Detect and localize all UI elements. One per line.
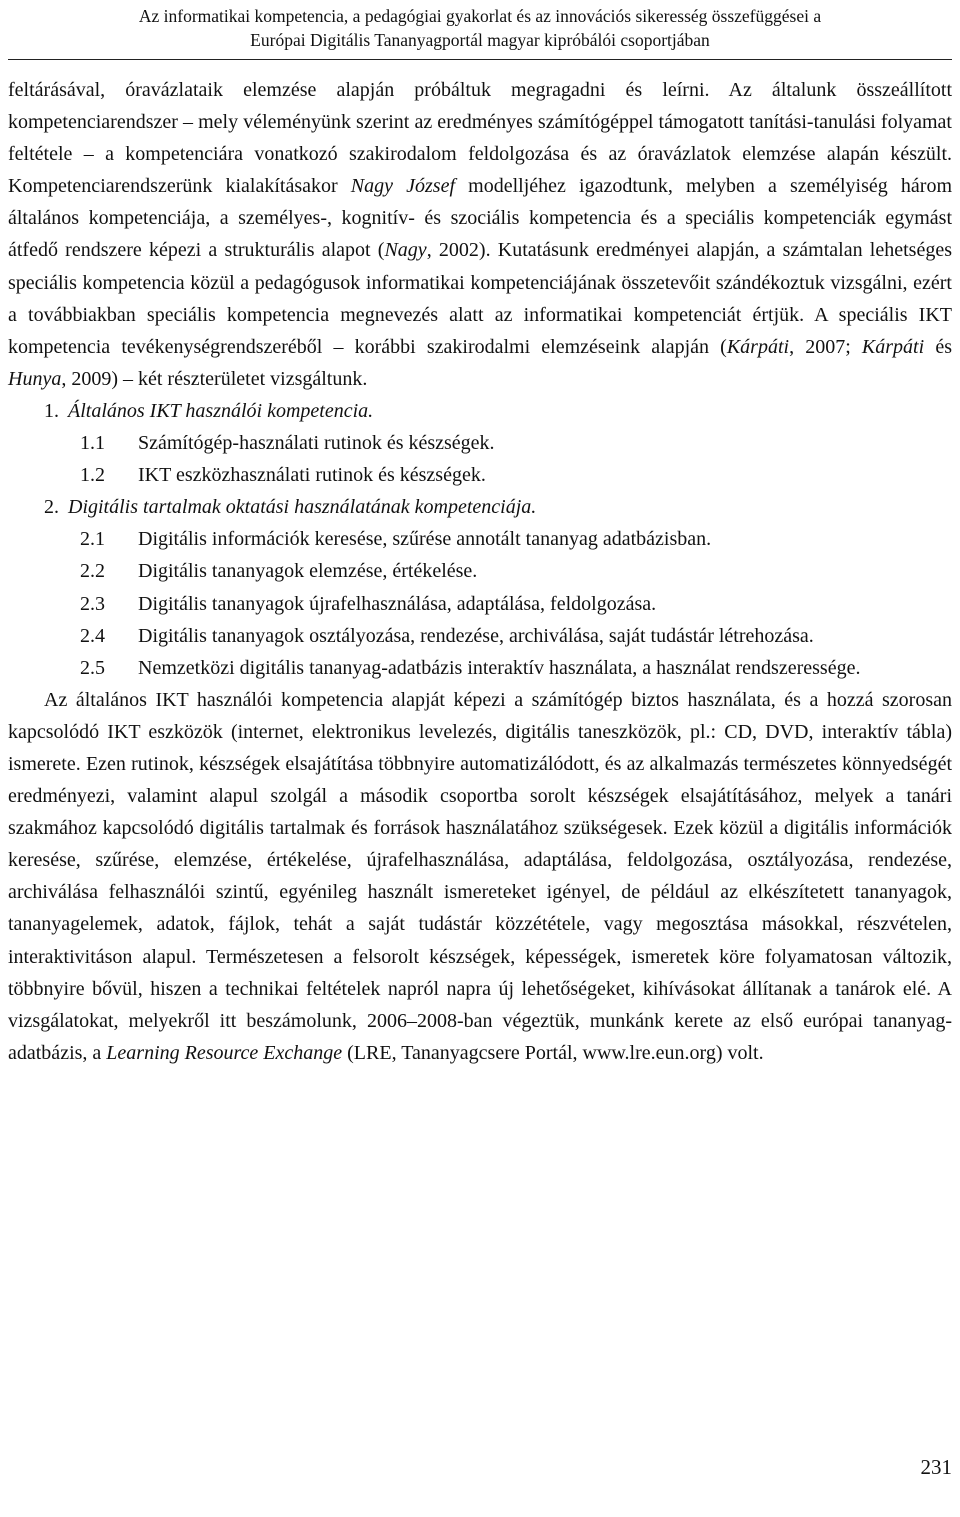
list-text: Digitális tananyagok újrafelhasználása, adaptálása, feldolgozása. <box>138 592 657 615</box>
citation-author: Kárpáti <box>726 335 790 358</box>
paragraph-2-text-a: Az általános IKT használói kompetencia alapját képezi a számítógép biztos használata, és a hozzá szorosan kapcsolódó IKT eszközök (internet, elektronikus levelezés, digitális taneszközök, pl.: CD, DVD, interaktív tábla) ismerete. Ezen rutinok, készségek elsajátítása többnyire automatizálódott, és az alkalmazás természetes könnyedségét eredményezi, valamint alapul szolgál a második csoportba sorolt készségek elsajátításához, melyek a tanári szakmához kapcsolódó digitális tartalmak és források használatához szükségesek. Ezek közül a digitális információk keresése, szűrése, elemzése, értékelése, újrafelhasználása, adaptálása, feldolgozása, osztályozása, rendezése, archiválása felhasználói szintű, egyénileg használt ismereteket igényel, de például az elkészítetett tananyagok, tananyagelemek, adatok, fájlok, tehát a saját tudástár közzététele, vagy megosztása másokkal, részvételen, interaktivitáson alapul. Természetesen a felsorolt készségek, képességek, ismeretek köre folyamatosan változik, többnyire bővül, hiszen a technikai feltételek napról napra új lehetőségeket, kihívásokat állítanak a tanárok elé. A vizsgálatokat, melyekről itt beszámolunk, 2006–2008-ban végeztük, munkánk kerete az első európai tananyag-adatbázis, a <box>8 688 952 1064</box>
list-number: 2.5 <box>80 656 105 679</box>
citation-author: Hunya <box>8 367 62 390</box>
list-number: 1. <box>44 399 59 422</box>
list-item-level-2 <box>8 620 952 652</box>
list-text: Digitális tananyagok osztályozása, rendezése, archiválása, saját tudástár létrehozása. <box>138 624 814 647</box>
paragraph-1-text-c: , 2002). Kutatásunk eredményei alapján, a számtalan lehetséges speciális kompetencia közül a pedagógusok informatikai kompetenciájának összetevőit szándékoztuk vizsgálni, ezért a továbbiakban speciális kompetencia megnevezés alatt az informatikai kompetenciát értjük. A speciális IKT kompetencia tevékenységrendszeréből – korábbi szakirodalmi elemzéseink alapján ( <box>8 239 952 358</box>
body-text <box>8 74 952 1069</box>
list-number: 1.1 <box>80 432 105 455</box>
paragraph-1-text-d: , 2007; <box>789 335 862 358</box>
list-text: Digitális információk keresése, szűrése annotált tananyag adatbázisban. <box>138 528 712 551</box>
paragraph-2-text-b: (LRE, Tananyagcsere Portál, www.lre.eun.org) volt. <box>342 1041 764 1064</box>
header-line-2: Európai Digitális Tananyagportál magyar kipróbálói csoportjában <box>250 30 710 50</box>
list-text: Nemzetközi digitális tananyag-adatbázis interaktív használata, a használat rendszeressége. <box>138 656 861 679</box>
list-item-level-2 <box>8 652 952 684</box>
list-text: Digitális tananyagok elemzése, értékelése. <box>138 560 478 583</box>
paragraph-2 <box>8 684 952 1069</box>
citation-author: Nagy <box>384 239 427 262</box>
list-item-level-1 <box>8 395 952 427</box>
page-number: 231 <box>920 1455 952 1479</box>
list-number: 2.2 <box>80 560 105 583</box>
running-header <box>8 4 952 60</box>
citation-author: Kárpáti <box>861 335 925 358</box>
list-text: Digitális tartalmak oktatási használatának kompetenciája. <box>68 496 537 519</box>
list-item-level-2 <box>8 523 952 555</box>
list-item-level-2 <box>8 555 952 587</box>
paragraph-1-text-f: , 2009) – két részterületet vizsgáltunk. <box>61 367 368 390</box>
paragraph-1-text-a: feltárásával, óravázlataik elemzése alapján próbáltuk megragadni és leírni. Az általunk összeállított kompetenciarendszer – mely véleményünk szerint az eredményes számítógéppel támogatott tanítási-tanulási folyamat feltétele – a kompetenciára vonatkozó szakirodalom feldolgozása és az óravázlatok elemzése alapán készült. Kompetenciarendszerünk kialakításakor <box>8 79 952 198</box>
list-number: 2.4 <box>80 624 105 647</box>
paragraph-1-text-b: modelljéhez igazodtunk, melyben a személyiség három általános kompetenciája, a személyes-, kognitív- és szociális kompetencia és a speciális kompetenciák egymást átfedő rendszere képezi a strukturális alapot ( <box>8 175 952 262</box>
competence-list <box>8 395 952 684</box>
paragraph-1 <box>8 74 952 395</box>
document-page <box>8 0 952 1517</box>
list-item-level-2 <box>8 459 952 491</box>
header-line-1: Az informatikai kompetencia, a pedagógiai gyakorlat és az innovációs sikeresség összefüggései a <box>138 6 822 26</box>
list-text: Általános IKT használói kompetencia. <box>68 399 374 422</box>
portal-name: Learning Resource Exchange <box>106 1041 343 1064</box>
list-item-level-1 <box>8 491 952 523</box>
list-text: Számítógép-használati rutinok és készségek. <box>138 432 495 455</box>
paragraph-1-text-e: és <box>924 335 952 358</box>
list-number: 2.3 <box>80 592 105 615</box>
list-number: 2.1 <box>80 528 105 551</box>
list-item-level-2 <box>8 588 952 620</box>
list-number: 1.2 <box>80 464 105 487</box>
citation-author: Nagy József <box>350 175 456 198</box>
list-item-level-2 <box>8 427 952 459</box>
list-number: 2. <box>44 496 59 519</box>
list-text: IKT eszközhasználati rutinok és készségek. <box>138 464 486 487</box>
